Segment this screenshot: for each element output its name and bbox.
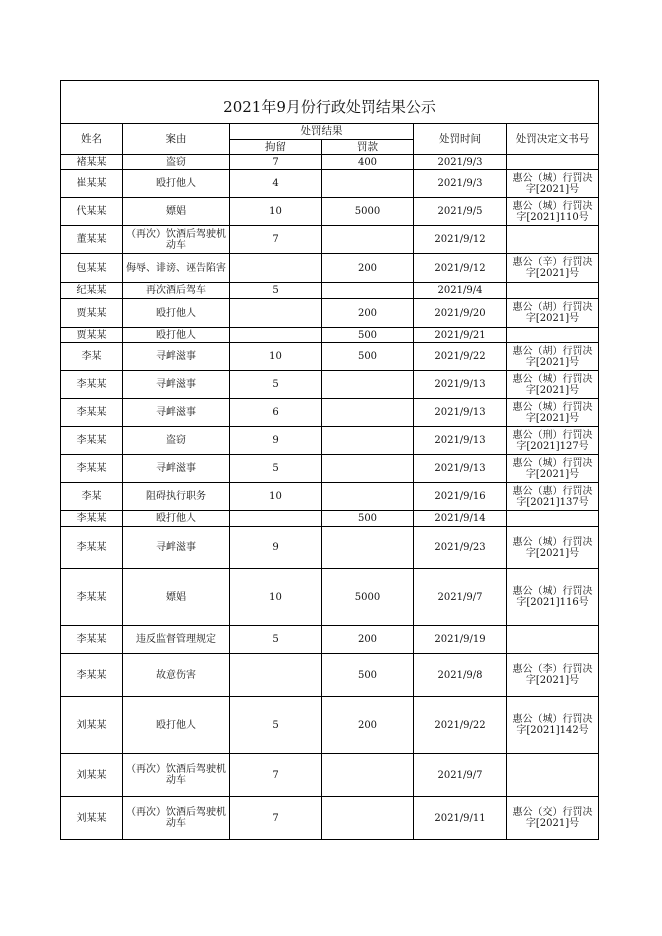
cell-doc: 惠公（刑）行罚决字[2021]127号 bbox=[507, 427, 599, 455]
cell-detention: 9 bbox=[230, 527, 322, 569]
cell-time: 2021/9/7 bbox=[414, 754, 507, 797]
cell-doc: 惠公（胡）行罚决字[2021]号 bbox=[507, 299, 599, 328]
cell-fine: 500 bbox=[322, 328, 414, 343]
table-row bbox=[61, 399, 599, 427]
cell-name: 李某 bbox=[61, 343, 123, 371]
table-row bbox=[61, 198, 599, 226]
table-row bbox=[61, 170, 599, 198]
cell-fine bbox=[322, 797, 414, 840]
cell-name: 李某某 bbox=[61, 654, 123, 697]
cell-doc bbox=[507, 754, 599, 797]
cell-case: （再次）饮酒后驾驶机动车 bbox=[123, 797, 230, 840]
cell-time: 2021/9/12 bbox=[414, 226, 507, 254]
cell-case: 违反监督管理规定 bbox=[123, 626, 230, 654]
cell-time: 2021/9/13 bbox=[414, 427, 507, 455]
cell-case: 寻衅滋事 bbox=[123, 371, 230, 399]
cell-doc: 惠公（胡）行罚决字[2021]号 bbox=[507, 343, 599, 371]
cell-fine: 5000 bbox=[322, 569, 414, 626]
cell-name: 李某某 bbox=[61, 511, 123, 527]
cell-case: 盗窃 bbox=[123, 155, 230, 170]
cell-fine bbox=[322, 283, 414, 299]
cell-doc bbox=[507, 226, 599, 254]
cell-case: 嫖娼 bbox=[123, 198, 230, 226]
cell-time: 2021/9/23 bbox=[414, 527, 507, 569]
cell-time: 2021/9/19 bbox=[414, 626, 507, 654]
cell-detention: 7 bbox=[230, 754, 322, 797]
cell-time: 2021/9/4 bbox=[414, 283, 507, 299]
table-row bbox=[61, 754, 599, 797]
table-row bbox=[61, 626, 599, 654]
table-row bbox=[61, 328, 599, 343]
cell-detention: 4 bbox=[230, 170, 322, 198]
cell-case: 殴打他人 bbox=[123, 299, 230, 328]
cell-time: 2021/9/13 bbox=[414, 455, 507, 483]
header-detention: 拘留 bbox=[230, 140, 322, 155]
cell-name: 李某某 bbox=[61, 371, 123, 399]
header-doc: 处罚决定文书号 bbox=[507, 124, 599, 155]
cell-case: （再次）饮酒后驾驶机动车 bbox=[123, 226, 230, 254]
cell-name: 李某某 bbox=[61, 427, 123, 455]
table-row bbox=[61, 299, 599, 328]
cell-case: 寻衅滋事 bbox=[123, 343, 230, 371]
cell-case: 阻碍执行职务 bbox=[123, 483, 230, 511]
cell-case: 侮辱、诽谤、诬告陷害 bbox=[123, 254, 230, 283]
cell-detention: 5 bbox=[230, 283, 322, 299]
cell-detention: 7 bbox=[230, 226, 322, 254]
cell-detention: 5 bbox=[230, 697, 322, 754]
cell-detention: 6 bbox=[230, 399, 322, 427]
cell-doc: 惠公（城）行罚决字[2021]号 bbox=[507, 455, 599, 483]
cell-time: 2021/9/13 bbox=[414, 371, 507, 399]
cell-fine: 200 bbox=[322, 697, 414, 754]
cell-case: 故意伤害 bbox=[123, 654, 230, 697]
table-row bbox=[61, 455, 599, 483]
cell-detention: 7 bbox=[230, 155, 322, 170]
cell-name: 刘某某 bbox=[61, 754, 123, 797]
cell-name: 代某某 bbox=[61, 198, 123, 226]
cell-fine: 200 bbox=[322, 254, 414, 283]
cell-doc: 惠公（城）行罚决字[2021]号 bbox=[507, 170, 599, 198]
cell-name: 董某某 bbox=[61, 226, 123, 254]
cell-doc: 惠公（李）行罚决字[2021]号 bbox=[507, 654, 599, 697]
cell-fine: 500 bbox=[322, 654, 414, 697]
cell-doc: 惠公（城）行罚决字[2021]110号 bbox=[507, 198, 599, 226]
cell-detention: 10 bbox=[230, 569, 322, 626]
cell-doc: 惠公（城）行罚决字[2021]号 bbox=[507, 371, 599, 399]
cell-fine bbox=[322, 399, 414, 427]
cell-time: 2021/9/20 bbox=[414, 299, 507, 328]
cell-detention: 7 bbox=[230, 797, 322, 840]
cell-doc: 惠公（辛）行罚决字[2021]号 bbox=[507, 254, 599, 283]
header-name: 姓名 bbox=[61, 124, 123, 155]
cell-case: 殴打他人 bbox=[123, 697, 230, 754]
cell-detention bbox=[230, 328, 322, 343]
cell-time: 2021/9/13 bbox=[414, 399, 507, 427]
table-row bbox=[61, 371, 599, 399]
cell-doc bbox=[507, 626, 599, 654]
cell-name: 褚某某 bbox=[61, 155, 123, 170]
cell-fine: 400 bbox=[322, 155, 414, 170]
cell-doc bbox=[507, 283, 599, 299]
cell-name: 李某 bbox=[61, 483, 123, 511]
table-row bbox=[61, 527, 599, 569]
cell-doc bbox=[507, 511, 599, 527]
cell-time: 2021/9/7 bbox=[414, 569, 507, 626]
cell-fine: 200 bbox=[322, 299, 414, 328]
table-row bbox=[61, 797, 599, 840]
cell-name: 崔某某 bbox=[61, 170, 123, 198]
cell-case: 寻衅滋事 bbox=[123, 455, 230, 483]
table-row bbox=[61, 254, 599, 283]
cell-name: 刘某某 bbox=[61, 697, 123, 754]
header-time: 处罚时间 bbox=[414, 124, 507, 155]
cell-time: 2021/9/11 bbox=[414, 797, 507, 840]
cell-fine bbox=[322, 427, 414, 455]
cell-name: 李某某 bbox=[61, 569, 123, 626]
table-row bbox=[61, 483, 599, 511]
cell-time: 2021/9/14 bbox=[414, 511, 507, 527]
table-row bbox=[61, 654, 599, 697]
cell-case: 殴打他人 bbox=[123, 170, 230, 198]
cell-detention bbox=[230, 254, 322, 283]
cell-detention bbox=[230, 511, 322, 527]
cell-name: 李某某 bbox=[61, 527, 123, 569]
cell-name: 李某某 bbox=[61, 399, 123, 427]
penalty-table bbox=[60, 80, 599, 840]
cell-fine bbox=[322, 170, 414, 198]
cell-case: 殴打他人 bbox=[123, 511, 230, 527]
cell-fine: 500 bbox=[322, 343, 414, 371]
cell-detention: 10 bbox=[230, 483, 322, 511]
cell-doc bbox=[507, 155, 599, 170]
cell-fine bbox=[322, 226, 414, 254]
cell-case: 嫖娼 bbox=[123, 569, 230, 626]
table-row bbox=[61, 226, 599, 254]
cell-fine bbox=[322, 455, 414, 483]
cell-doc: 惠公（城）行罚决字[2021]号 bbox=[507, 527, 599, 569]
cell-name: 李某某 bbox=[61, 626, 123, 654]
cell-detention: 5 bbox=[230, 371, 322, 399]
cell-case: 寻衅滋事 bbox=[123, 527, 230, 569]
table-row bbox=[61, 569, 599, 626]
cell-case: 盗窃 bbox=[123, 427, 230, 455]
cell-detention bbox=[230, 654, 322, 697]
cell-time: 2021/9/8 bbox=[414, 654, 507, 697]
cell-time: 2021/9/16 bbox=[414, 483, 507, 511]
cell-name: 刘某某 bbox=[61, 797, 123, 840]
cell-time: 2021/9/21 bbox=[414, 328, 507, 343]
cell-doc: 惠公（城）行罚决字[2021]号 bbox=[507, 399, 599, 427]
header-case: 案由 bbox=[123, 124, 230, 155]
cell-time: 2021/9/22 bbox=[414, 343, 507, 371]
cell-time: 2021/9/22 bbox=[414, 697, 507, 754]
table-row bbox=[61, 343, 599, 371]
cell-time: 2021/9/3 bbox=[414, 155, 507, 170]
cell-doc: 惠公（交）行罚决字[2021]号 bbox=[507, 797, 599, 840]
cell-detention bbox=[230, 299, 322, 328]
cell-detention: 10 bbox=[230, 198, 322, 226]
cell-detention: 5 bbox=[230, 455, 322, 483]
cell-doc: 惠公（城）行罚决字[2021]142号 bbox=[507, 697, 599, 754]
cell-case: （再次）饮酒后驾驶机动车 bbox=[123, 754, 230, 797]
cell-fine: 200 bbox=[322, 626, 414, 654]
cell-fine bbox=[322, 371, 414, 399]
cell-detention: 5 bbox=[230, 626, 322, 654]
header-result: 处罚结果 bbox=[230, 124, 414, 140]
cell-doc bbox=[507, 328, 599, 343]
cell-fine bbox=[322, 483, 414, 511]
table-row bbox=[61, 697, 599, 754]
cell-case: 再次酒后驾车 bbox=[123, 283, 230, 299]
cell-name: 李某某 bbox=[61, 455, 123, 483]
cell-time: 2021/9/12 bbox=[414, 254, 507, 283]
page-title: 2021年9月份行政处罚结果公示 bbox=[61, 81, 599, 124]
cell-detention: 10 bbox=[230, 343, 322, 371]
cell-doc: 惠公（城）行罚决字[2021]116号 bbox=[507, 569, 599, 626]
table-row bbox=[61, 427, 599, 455]
cell-name: 包某某 bbox=[61, 254, 123, 283]
cell-name: 贾某某 bbox=[61, 328, 123, 343]
cell-name: 纪某某 bbox=[61, 283, 123, 299]
table-row bbox=[61, 511, 599, 527]
cell-time: 2021/9/3 bbox=[414, 170, 507, 198]
header-fine: 罚款 bbox=[322, 140, 414, 155]
cell-case: 殴打他人 bbox=[123, 328, 230, 343]
cell-name: 贾某某 bbox=[61, 299, 123, 328]
cell-fine bbox=[322, 754, 414, 797]
cell-time: 2021/9/5 bbox=[414, 198, 507, 226]
cell-fine: 500 bbox=[322, 511, 414, 527]
table-row bbox=[61, 283, 599, 299]
cell-fine bbox=[322, 527, 414, 569]
cell-case: 寻衅滋事 bbox=[123, 399, 230, 427]
table-row bbox=[61, 155, 599, 170]
cell-doc: 惠公（惠）行罚决字[2021]137号 bbox=[507, 483, 599, 511]
cell-fine: 5000 bbox=[322, 198, 414, 226]
cell-detention: 9 bbox=[230, 427, 322, 455]
